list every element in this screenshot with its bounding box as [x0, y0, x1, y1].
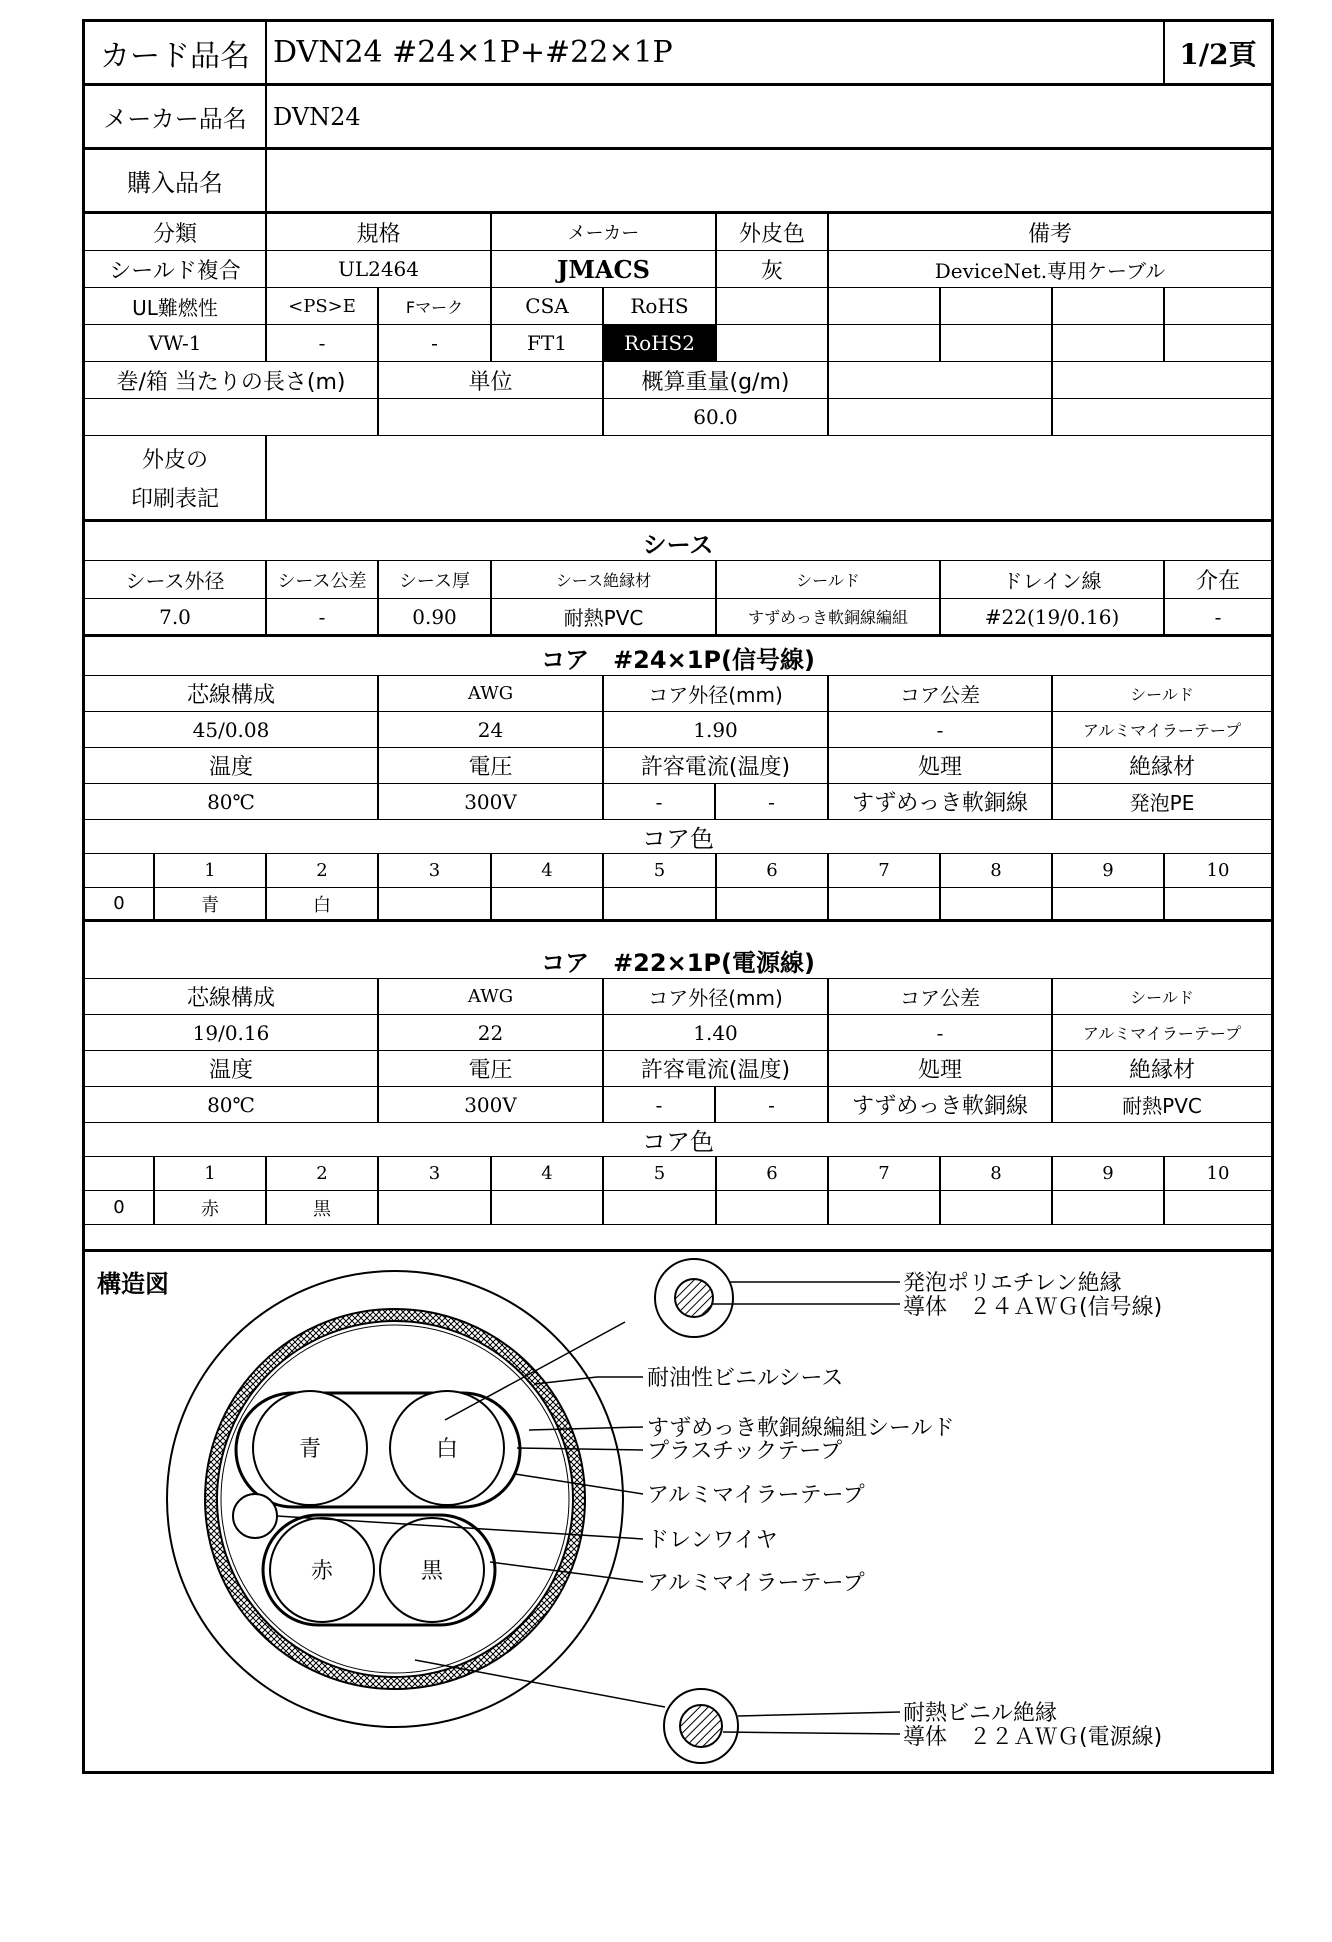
core-row [85, 1087, 1271, 1123]
core-row [85, 1015, 1271, 1051]
drain-wire [233, 1494, 277, 1538]
conductor-header: 芯線構成 [186, 986, 275, 1011]
row-index-cell [85, 1157, 153, 1190]
label-drain-wire: ドレンワイヤ [647, 1528, 778, 1553]
color-header: 外皮色 [715, 214, 827, 250]
blank-cell [1051, 362, 1271, 398]
print-label-line1: 外皮の [141, 447, 208, 473]
fmark-value: - [377, 325, 490, 361]
core-color-cell [827, 888, 939, 919]
core-tol-header: コア公差 [827, 979, 1051, 1014]
awg-header: AWG [377, 979, 602, 1014]
core-shield-header: シールド [1051, 979, 1271, 1014]
core-black-label: 黒 [420, 1559, 444, 1584]
core-number-cell: 1 [153, 854, 265, 887]
sheath-title-row [85, 525, 1271, 561]
core-color-title: コア色 [642, 1128, 714, 1156]
volt-header: 電圧 [377, 1051, 602, 1086]
rohs-value: RoHS2 [602, 325, 715, 361]
core1-section [85, 640, 1271, 943]
temp-value: 80℃ [207, 789, 255, 814]
sheath-thk-value: 0.90 [377, 599, 490, 634]
sheath-filler-value: - [1163, 599, 1271, 634]
core-color-cell [827, 1191, 939, 1224]
core-color-cell: 黒 [265, 1191, 377, 1224]
label-heat-pvc: 耐熱ビニル絶縁 [903, 1701, 1058, 1726]
diagram-title: 構造図 [97, 1270, 169, 1298]
core-row [85, 748, 1271, 784]
core-row [85, 943, 1271, 979]
core-row [85, 640, 1271, 676]
core-shield-value: アルミマイラーテープ [1051, 712, 1271, 747]
core-color-cell [1051, 1191, 1163, 1224]
blank-cell [827, 362, 1051, 398]
core-color-row [85, 1191, 1271, 1225]
rohs-header: RoHS [602, 288, 715, 324]
volt-value: 300V [377, 1087, 602, 1122]
core-shield-value: アルミマイラーテープ [1051, 1015, 1271, 1050]
label-braid-shield: すずめっき軟銅線編組シールド [647, 1416, 955, 1441]
core-color-cell [1051, 888, 1163, 919]
sheath-title: シース [642, 531, 714, 559]
sheath-drain-header: ドレイン線 [939, 561, 1163, 598]
maker-name: DVN24 [265, 86, 1271, 147]
core-row [85, 1123, 1271, 1157]
flame-header: UL難燃性 [132, 295, 218, 320]
core-number-cell: 7 [827, 1157, 939, 1190]
blank-cell [715, 325, 827, 361]
core-shield-header: シールド [1051, 676, 1271, 711]
structure-diagram-section [85, 1249, 1271, 1771]
awg-value: 22 [377, 1015, 602, 1050]
core-number-cell: 6 [715, 1157, 827, 1190]
sheath-drain-value: #22(19/0.16) [939, 599, 1163, 634]
sheath-filler-header: 介在 [1163, 561, 1271, 598]
core-tol-value: - [827, 1015, 1051, 1050]
core-number-row [85, 1157, 1271, 1191]
core-number-cell: 9 [1051, 1157, 1163, 1190]
roll-header-row [85, 362, 1271, 399]
core-white-label: 白 [435, 1437, 459, 1462]
process-value: すずめっき軟銅線 [827, 784, 1051, 819]
print-row [85, 436, 1271, 522]
core-number-cell: 6 [715, 854, 827, 887]
purchase-name [265, 150, 1271, 211]
conductor-value: 19/0.16 [192, 1020, 270, 1045]
current-header: 許容電流(温度) [602, 1051, 827, 1086]
core-color-row [85, 888, 1271, 922]
core-number-cell: 3 [377, 1157, 490, 1190]
label-oil-resistant-sheath: 耐油性ビニルシース [647, 1366, 844, 1391]
power-conductor-icon [680, 1705, 722, 1747]
current-value: - [602, 1087, 714, 1122]
spec-sheet [82, 19, 1274, 1774]
pse-value: - [265, 325, 377, 361]
core-row [85, 979, 1271, 1015]
core-number-cell: 8 [939, 854, 1051, 887]
core-tol-value: - [827, 712, 1051, 747]
process-header: 処理 [827, 1051, 1051, 1086]
process-header: 処理 [827, 748, 1051, 783]
class-value: シールド複合 [109, 258, 241, 284]
core-title: コア #24×1P(信号線) [541, 646, 815, 674]
sheath-tol-value: - [265, 599, 377, 634]
print-label-line2: 印刷表記 [130, 486, 219, 512]
blank-cell [1163, 325, 1271, 361]
core-color-cell [377, 888, 490, 919]
sheath-shield-header: シールド [715, 561, 939, 598]
note-value: DeviceNet.専用ケーブル [827, 251, 1271, 287]
row-index-cell [85, 854, 153, 887]
temp-header: 温度 [208, 755, 253, 780]
label-conductor-22awg: 導体 ２２ＡＷＧ(電源線) [903, 1725, 1163, 1750]
core-number-cell: 2 [265, 854, 377, 887]
core-od-header: コア外径(mm) [602, 676, 827, 711]
maker-value: JMACS [490, 251, 715, 287]
conductor-header: 芯線構成 [186, 683, 275, 708]
weight-header: 概算重量(g/m) [602, 362, 827, 398]
temp-header: 温度 [208, 1058, 253, 1083]
core-number-cell: 9 [1051, 854, 1163, 887]
signal-conductor-icon [675, 1279, 713, 1317]
csa-header: CSA [490, 288, 602, 324]
core-color-cell [715, 888, 827, 919]
core-color-cell [939, 888, 1051, 919]
core-number-cell: 2 [265, 1157, 377, 1190]
card-name: DVN24 #24×1P+#22×1P [265, 22, 1163, 83]
sheath-tol-header: シース公差 [265, 561, 377, 598]
ul-value-row [85, 325, 1271, 362]
sheath-od-value: 7.0 [159, 604, 191, 629]
label-plastic-tape: プラスチックテープ [647, 1439, 843, 1464]
core-color-cell: 青 [153, 888, 265, 919]
core-od-value: 1.90 [602, 712, 827, 747]
std-header: 規格 [265, 214, 490, 250]
core-blue-label: 青 [298, 1437, 322, 1462]
current-header: 許容電流(温度) [602, 748, 827, 783]
volt-header: 電圧 [377, 748, 602, 783]
std-value: UL2464 [265, 251, 490, 287]
blank-cell [715, 288, 827, 324]
blank-cell [1051, 288, 1163, 324]
unit-header: 単位 [377, 362, 602, 398]
class-header: 分類 [152, 221, 197, 247]
current-temp-value: - [714, 784, 827, 819]
core-color-cell [490, 1191, 602, 1224]
core-number-row [85, 854, 1271, 888]
label-conductor-24awg: 導体 ２４ＡＷＧ(信号線) [903, 1295, 1163, 1320]
label-alu-mylar-2: アルミマイラーテープ [647, 1571, 865, 1596]
sheath-od-header: シース外径 [125, 569, 225, 593]
insulation-header: 絶縁材 [1051, 748, 1271, 783]
insulation-value: 発泡PE [1051, 784, 1271, 819]
weight-value: 60.0 [602, 399, 827, 435]
label-alu-mylar-1: アルミマイラーテープ [647, 1483, 865, 1508]
core-color-cell [1163, 888, 1271, 919]
purchase-name-row [85, 150, 1271, 214]
core-number-cell: 1 [153, 1157, 265, 1190]
current-temp-value: - [714, 1087, 827, 1122]
card-name-row [85, 22, 1271, 86]
label-foam-pe: 発泡ポリエチレン絶縁 [903, 1271, 1122, 1296]
blank-cell [1163, 288, 1271, 324]
core-number-cell: 5 [602, 854, 715, 887]
volt-value: 300V [377, 784, 602, 819]
cable-cross-section-diagram [85, 1252, 1271, 1772]
core-row [85, 784, 1271, 820]
purchase-name-label: 購入品名 [127, 169, 223, 197]
core-color-cell: 赤 [153, 1191, 265, 1224]
ul-header-row [85, 288, 1271, 325]
core-number-cell: 5 [602, 1157, 715, 1190]
row-index-cell: 0 [113, 1197, 125, 1218]
length-header: 巻/箱 当たりの長さ(m) [116, 369, 346, 395]
core-color-cell [1163, 1191, 1271, 1224]
blank-cell [827, 325, 939, 361]
print-label [85, 436, 265, 519]
spec-value-row [85, 251, 1271, 288]
core-number-cell: 4 [490, 854, 602, 887]
sheath-shield-value: すずめっき軟銅線編組 [715, 599, 939, 634]
core2-section [85, 943, 1271, 1247]
print-value [265, 436, 1271, 519]
core-od-header: コア外径(mm) [602, 979, 827, 1014]
sheath-thk-header: シース厚 [377, 561, 490, 598]
core-number-cell: 10 [1163, 854, 1271, 887]
sheath-ins-value: 耐熱PVC [490, 599, 715, 634]
flame-value: VW-1 [148, 331, 202, 355]
page-number: 1/2頁 [1163, 22, 1271, 83]
core-color-cell [939, 1191, 1051, 1224]
blank-cell [827, 399, 1051, 435]
blank-cell [939, 325, 1051, 361]
spec-header-row [85, 214, 1271, 251]
blank-cell [939, 288, 1051, 324]
length-value [85, 399, 377, 435]
insulation-header: 絶縁材 [1051, 1051, 1271, 1086]
card-name-label: カード品名 [100, 38, 250, 74]
process-value: すずめっき軟銅線 [827, 1087, 1051, 1122]
unit-value [377, 399, 602, 435]
maker-name-row [85, 86, 1271, 150]
core-color-cell [715, 1191, 827, 1224]
core-row [85, 820, 1271, 854]
color-value: 灰 [715, 251, 827, 287]
current-value: - [602, 784, 714, 819]
core-color-cell [602, 888, 715, 919]
core-number-cell: 4 [490, 1157, 602, 1190]
conductor-value: 45/0.08 [192, 717, 270, 742]
awg-value: 24 [377, 712, 602, 747]
sheath-value-row [85, 599, 1271, 637]
sheath-ins-header: シース絶縁材 [490, 561, 715, 598]
roll-value-row [85, 399, 1271, 436]
core-color-title: コア色 [642, 825, 714, 853]
blank-cell [1051, 325, 1163, 361]
maker-name-label: メーカー品名 [103, 105, 247, 133]
pse-header: <PS>E [265, 288, 377, 324]
core-color-cell: 白 [265, 888, 377, 919]
maker-header: メーカー [490, 214, 715, 250]
note-header: 備考 [827, 214, 1271, 250]
core-number-cell: 10 [1163, 1157, 1271, 1190]
core-tol-header: コア公差 [827, 676, 1051, 711]
core-od-value: 1.40 [602, 1015, 827, 1050]
core-row [85, 1051, 1271, 1087]
fmark-header: Fマーク [377, 288, 490, 324]
row-index-cell: 0 [113, 893, 125, 914]
core-number-cell: 8 [939, 1157, 1051, 1190]
core-row [85, 712, 1271, 748]
csa-value: FT1 [490, 325, 602, 361]
blank-cell [1051, 399, 1271, 435]
blank-cell [827, 288, 939, 324]
awg-header: AWG [377, 676, 602, 711]
core-color-cell [602, 1191, 715, 1224]
core-color-cell [490, 888, 602, 919]
insulation-value: 耐熱PVC [1051, 1087, 1271, 1122]
sheath-header-row [85, 561, 1271, 599]
core-number-cell: 7 [827, 854, 939, 887]
core-red-label: 赤 [310, 1559, 334, 1584]
core-number-cell: 3 [377, 854, 490, 887]
core-color-cell [377, 1191, 490, 1224]
temp-value: 80℃ [207, 1092, 255, 1117]
core-title: コア #22×1P(電源線) [541, 949, 815, 977]
core-row [85, 676, 1271, 712]
